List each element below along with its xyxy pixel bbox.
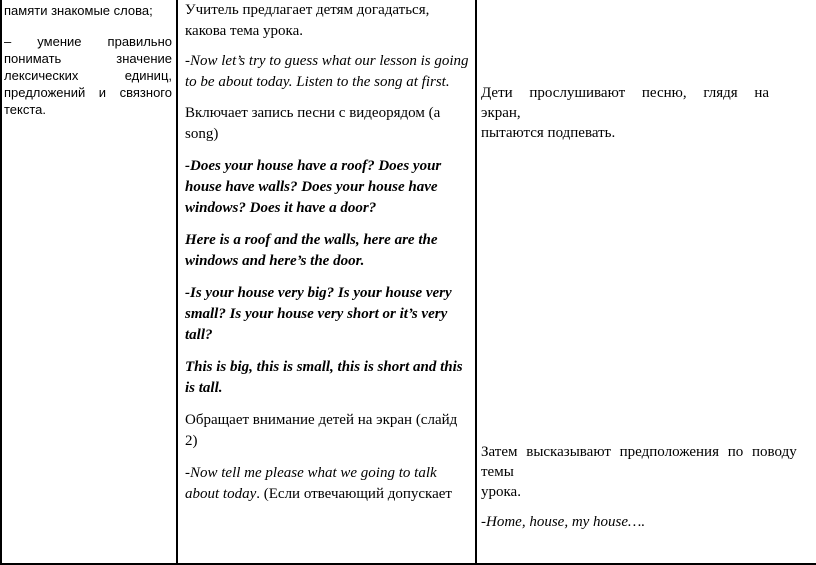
student-response-3: -Home, house, my house…. [481,514,646,530]
song-verse-1: -Does your house have a roof? Does your house have walls? Does your house have windows? Does it have a door? [185,158,442,216]
teacher-paragraph-2: Включает запись песни с видеорядом (a song) [185,105,441,142]
teacher-note: . (Если отвечающий допускает [256,486,452,502]
column-student-activity-2 [481,442,816,502]
teacher-paragraph-1: Учитель предлагает детям догадаться, какова тема урока. [185,2,430,39]
teacher-paragraph-4 [185,463,471,505]
song-verse-3: -Is your house very big? Is your house very small? Is your house very short or it’s very tall? [185,285,452,343]
teacher-question-1: -Now let’s try to guess what our lesson is going to be about today. Listen to the song at first. [185,53,469,90]
student-response-2-text: Затем высказывают предположения по поводу темы [481,444,797,480]
column-teacher-activity [185,0,471,516]
student-response-1-line-1 [481,83,816,123]
table-left-border [0,0,2,565]
column-student-activity-3 [481,512,816,532]
column-divider-2 [475,0,477,565]
skill-line-1: памяти знакомые слова; [4,3,153,18]
teacher-paragraph-3: Обращает внимание детей на экран (слайд 2) [185,412,458,449]
song-verse-4: This is big, this is small, this is short and this is tall. [185,359,463,396]
student-response-2-line-2: урока. [481,484,521,500]
teacher-question-2: -Now tell me please what we going to talk about today [185,465,437,502]
column-student-activity [481,83,816,143]
column-divider-1 [176,0,178,565]
student-response-1-text: Дети прослушивают песню, глядя на экран, [481,85,770,121]
student-response-1-line-2: пытаются подпевать. [481,125,616,141]
student-response-2-line-1 [481,442,816,482]
song-verse-2: Here is a roof and the walls, here are the windows and here’s the door. [185,232,438,269]
skill-item-2: – умение правильно понимать значение лексических единиц, предложений и связного текста. [4,34,172,117]
column-skills [4,2,172,118]
